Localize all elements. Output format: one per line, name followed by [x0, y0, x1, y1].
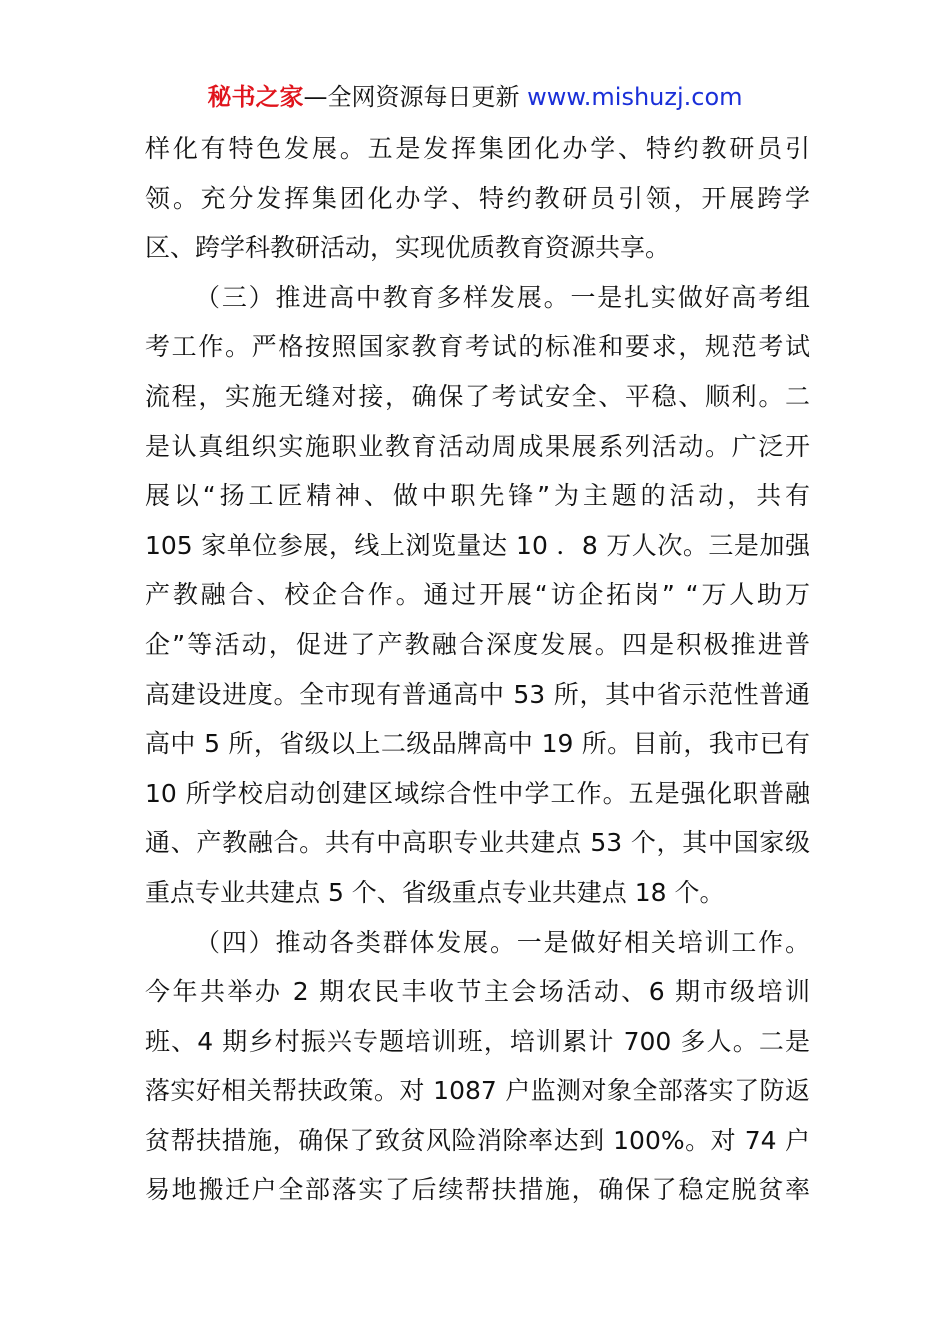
site-header: [0, 80, 950, 114]
site-url-link[interactable]: www.mishuzj.com: [527, 83, 743, 111]
text-line: 样化有特色发展。五是发挥集团化办学、特约教研员引: [145, 134, 810, 163]
text-line: 易地搬迁户全部落实了后续帮扶措施，确保了稳定脱贫率: [145, 1175, 810, 1205]
text-line: 班、4 期乡村振兴专题培训班，培训累计 700 多人。二是: [145, 1026, 810, 1056]
text-line: 是认真组织实施职业教育活动周成果展系列活动。广泛开: [145, 431, 810, 461]
text-line: （三）推进高中教育多样发展。一是扎实做好高考组: [195, 282, 810, 312]
text-line: 重点专业共建点 5 个、省级重点专业共建点 18 个。: [145, 877, 725, 907]
brand-name: 秘书之家: [207, 83, 304, 111]
text-line: 落实好相关帮扶政策。对 1087 户监测对象全部落实了防返: [145, 1076, 810, 1106]
text-line: 流程，实施无缝对接，确保了考试安全、平稳、顺利。二: [145, 381, 810, 411]
text-line: 今年共举办 2 期农民丰收节主会场活动、6 期市级培训: [145, 977, 810, 1007]
text-line: 企”等活动，促进了产教融合深度发展。四是积极推进普: [145, 629, 810, 659]
text-line: 通、产教融合。共有中高职专业共建点 53 个，其中国家级: [145, 828, 810, 858]
text-line: 105 家单位参展，线上浏览量达 10 ．8 万人次。三是加强: [145, 530, 810, 560]
text-line: 产教融合、校企合作。通过开展“访企拓岗” “万人助万: [145, 580, 810, 610]
text-line: 高建设进度。全市现有普通高中 53 所，其中省示范性普通: [145, 679, 810, 709]
text-line: 高中 5 所，省级以上二级品牌高中 19 所。目前，我市已有: [145, 729, 810, 759]
text-line: 贫帮扶措施，确保了致贫风险消除率达到 100%。对 74 户: [145, 1125, 810, 1155]
text-line: （四）推动各类群体发展。一是做好相关培训工作。: [195, 927, 810, 957]
text-line: 区、跨学科教研活动，实现优质教育资源共享。: [145, 233, 671, 263]
text-line: 考工作。严格按照国家教育考试的标准和要求，规范考试: [145, 332, 810, 362]
text-line: 展以“扬工匠精神、做中职先锋”为主题的活动，共有: [145, 481, 810, 511]
header-slogan: —全网资源每日更新: [303, 83, 520, 111]
text-line: 10 所学校启动创建区域综合性中学工作。五是强化职普融: [145, 778, 810, 808]
text-line: 领。充分发挥集团化办学、特约教研员引领，开展跨学: [145, 183, 810, 213]
document-body: [145, 124, 810, 1215]
